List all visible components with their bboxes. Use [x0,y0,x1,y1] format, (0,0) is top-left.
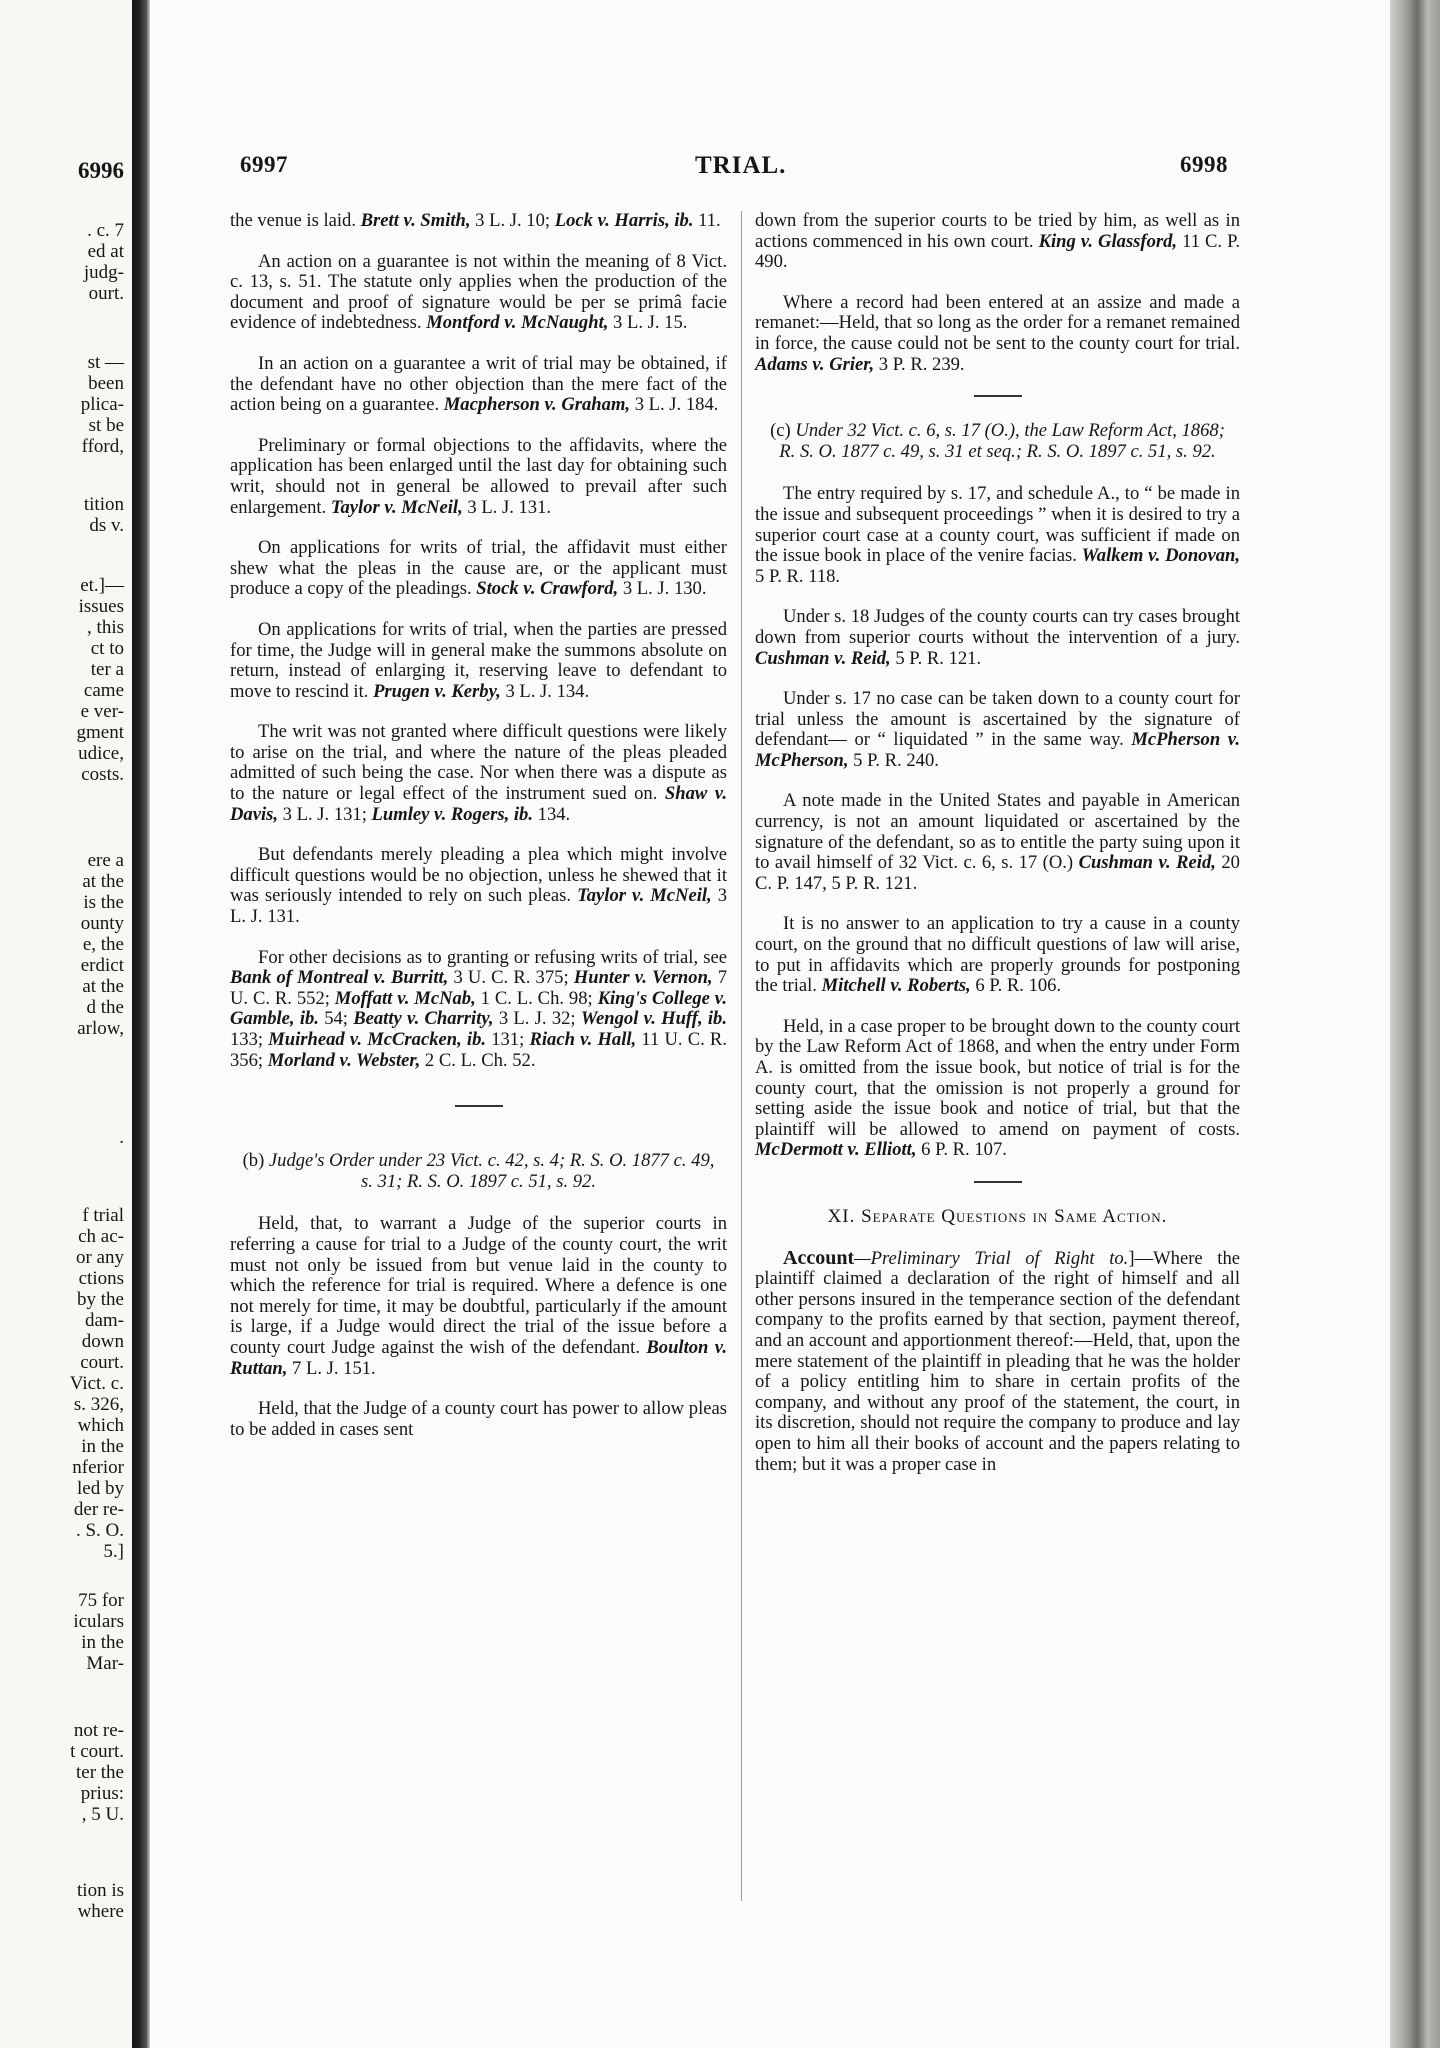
subheading-label: (b) [242,1150,265,1172]
section-separator [974,395,1022,397]
margin-fragment: 75 for [78,1590,124,1611]
page-number-right: 6998 [1180,152,1228,177]
case-citation: McPherson v. McPherson, [755,729,1240,771]
text: A note made in the United States and payable in American currency, is not an amount liquidated or ascertained by the signature of the defendant, so as to entitle the party suing upon it to avail himself of 32 Vict. c. 6, s. 17 (O.) [755,790,1240,874]
citation: 54; [318,1008,354,1030]
margin-fragment: ds v. [89,515,124,536]
case-citation: Walkem v. Donovan, [1081,545,1240,567]
subheading-b [240,1151,717,1192]
keyword-heading: Account [783,1246,855,1269]
margin-fragment: ed at [87,241,124,262]
case-citation: Lock v. Harris, ib. [554,210,694,231]
text: the venue is laid. [230,210,356,231]
citation: 133; [230,1029,269,1050]
margin-fragment: issues [78,596,124,617]
case-citation: Brett v. Smith, [360,210,471,231]
case-citation: Morland v. Webster, [267,1049,421,1071]
margin-fragment: down [81,1331,124,1352]
case-citation: Adams v. Grier, [755,353,875,375]
case-citation: Moffatt v. McNab, [334,987,476,1009]
margin-fragment: ch ac- [78,1226,124,1247]
text: down from the superior courts to be tried by him, as well as in actions commenced in his own court. [755,210,1240,252]
page-number-left: 6997 [240,152,288,177]
margin-fragment: e ver- [80,701,124,722]
paragraph [230,1399,727,1440]
text: The writ was not granted where difficult questions were likely to arise on the trial, and where the nature of the pleas pleaded admitted of such being the case. Nor when there was a dispute as to the nature or legal effect of the instrument sued on. [230,721,727,805]
margin-fragment: nferior [72,1457,124,1478]
margin-fragment: ounty [80,913,124,934]
case-citation: King v. Glassford, [1038,230,1178,252]
citation: 7 U. C. R. 552; [230,967,728,1009]
text: But defendants merely pleading a plea which might involve difficult questions would be no objection, unless he shewed that it was seriously intended to rely on such pleas. [230,844,727,907]
text: Held, in a case proper to be brought down to the county court by the Law Reform Act of 1868, and when the entry under Form A. is omitted from the issue book, but notice of trial is for the county court, that the omission is not properly a ground for setting aside the issue book and notice of trial, but that the plaintiff will be allowed to amend on payment of costs. [755,1015,1240,1140]
citation: 3 U. C. R. 375; [448,967,574,989]
margin-fragment: in the [81,1436,124,1457]
case-citation: McDermott v. Elliott, [755,1139,917,1161]
margin-fragment: is the [83,892,124,913]
margin-fragment: costs. [81,764,124,785]
margin-fragment: which [77,1415,124,1436]
case-citation: Lumley v. Rogers, ib. [371,803,534,825]
margin-fragment: st be [88,415,124,436]
left-column [230,211,727,1460]
citation: 6 P. R. 107. [916,1139,1007,1161]
margin-fragment: Mar- [86,1653,124,1674]
text: Where a record had been entered at an assize and made a remanet:—Held, that so long as the order for a remanet remained in force, the cause could not be sent to the county court for trial. [755,291,1240,354]
margin-fragment: dam- [84,1310,124,1331]
citation: 11 C. P. 490. [755,230,1241,273]
text: The entry required by s. 17, and schedule A., to “ be made in the issue and subsequent proceedings ” when it is desired to try a superior court case at a county court, was sufficient if made on the issue book in place of the venire facias. [755,483,1240,567]
margin-fragment: d the [86,997,124,1018]
paragraph [230,354,727,416]
citation: 3 L. J. 32; [493,1008,581,1030]
case-citation: Mitchell v. Roberts, [821,975,971,997]
text: On applications for writs of trial, when the parties are pressed for time, the Judge will in general make the summons absolute on return, instead of enlarging it, reserving leave to defendant to move to rescind it. [230,618,727,702]
paragraph [230,211,727,232]
margin-fragment: Vict. c. [69,1373,124,1394]
case-citation: Bank of Montreal v. Burritt, [230,967,449,989]
case-citation: Montford v. McNaught, [426,312,609,334]
citation: 3 L. J. 131; [278,803,372,825]
margin-fragment: . [119,1127,124,1148]
margin-fragment: , 5 U. [81,1804,124,1825]
margin-fragment: ct to [90,638,124,659]
margin-fragment: ere a [87,850,124,871]
margin-fragment: judg- [83,262,124,283]
paragraph [755,293,1240,375]
book-page [150,0,1390,2048]
margin-fragment: 5.] [103,1541,124,1562]
running-head: TRIAL. [695,152,787,179]
margin-fragment: or any [75,1247,124,1268]
margin-fragment: ter a [90,659,124,680]
margin-fragment: where [77,1901,124,1922]
subheading-text: Judge's Order under 23 Vict. c. 42, s. 4; R. S. O. 1877 c. 49, s. 31; R. S. O. 1897 c. 51, s. 92. [264,1150,715,1192]
margin-fragment: tion is [77,1880,124,1901]
case-citation: Riach v. Hall, [529,1029,637,1050]
paragraph [755,914,1240,996]
case-citation: King's College v. Gamble, ib. [230,987,727,1030]
paragraph [755,484,1240,587]
paragraph [230,722,727,825]
case-citation: Taylor v. McNeil, [330,496,463,518]
citation: 2 C. L. Ch. 52. [420,1049,536,1071]
margin-fragment: led by [77,1478,124,1499]
paragraph [230,252,727,334]
case-citation: Muirhead v. McCracken, ib. [268,1029,487,1050]
paragraph [755,689,1240,771]
case-citation: Boulton v. Ruttan, [230,1336,727,1379]
right-column [755,211,1240,1495]
margin-fragment: at the [82,976,124,997]
margin-fragment: fford, [81,436,124,457]
paragraph [755,1017,1240,1161]
paragraph [755,607,1240,669]
margin-fragment: udice, [78,743,124,764]
subheading-label: (c) [770,420,791,442]
margin-fragment: , this [87,617,124,638]
paragraph [755,211,1240,273]
citation: 3 L. J. 131. [230,885,727,928]
case-citation: Wengol v. Huff, ib. [580,1008,727,1030]
case-citation: Cushman v. Reid, [755,647,891,669]
citation: 134. [533,803,571,825]
margin-fragment: ter the [75,1762,124,1783]
margin-fragment: court. [80,1352,124,1373]
margin-fragment: arlow, [77,1018,124,1039]
margin-fragment: ourt. [88,283,124,304]
citation: 11. [693,210,721,231]
margin-fragment: plica- [80,394,124,415]
book-edge-right [1390,0,1440,2048]
margin-fragment: in the [81,1632,124,1653]
text: It is no answer to an application to try a cause in a county court, on the ground that no difficult questions of law will arise, to put in affidavits which are properly grounds for postponing the trial. [755,913,1240,997]
column-divider [741,211,742,1901]
citation: 3 L. J. 131. [462,496,552,518]
citation: 131; [486,1029,530,1050]
margin-fragment: came [83,680,124,701]
margin-fragment: st — [87,352,124,373]
paragraph [230,436,727,518]
section-title: XI. Separate Questions in Same Action. [827,1205,1168,1227]
margin-fragment: prius: [80,1783,124,1804]
case-citation: Macpherson v. Graham, [443,394,631,416]
case-citation: Taylor v. McNeil, [577,885,712,907]
text: ]—Where the plaintiff claimed a declaration of the right of himself and all other persons insured in the temperance section of the defendant company to the profits earned by that section, payment thereof, and an account and apportionment thereof:—Held, that, upon the mere statement of the plaintiff in pleading that he was the holder of a policy entitling him to share in certain profits of the company, and without any proof of the statement, the court, in its discretion, should not require the company to produce and lay open to him all their books of account and the papers relating to them; but it was a proper case in [755,1247,1240,1475]
text: Under s. 18 Judges of the county courts can try cases brought down from superior courts without the intervention of a jury. [755,606,1240,648]
margin-fragment: ctions [78,1268,124,1289]
margin-fragment: tition [83,494,124,515]
text: In an action on a guarantee a writ of trial may be obtained, if the defendant have no other objection than the mere fact of the action being on a guarantee. [230,352,727,416]
citation: 3 L. J. 134. [500,680,590,702]
adjacent-page-fragment [0,0,132,2048]
citation: 3 P. R. 239. [874,353,965,375]
case-citation: Hunter v. Vernon, [573,967,713,989]
citation: 1 C. L. Ch. 98; [475,987,598,1009]
paragraph [230,538,727,600]
citation: 3 L. J. 184. [630,394,719,416]
text: For other decisions as to granting or refusing writs of trial, see [258,946,727,968]
section-separator [974,1181,1022,1183]
paragraph [230,845,727,927]
text: Preliminary or formal objections to the affidavits, where the application has been enlarged until the last day for obtaining such writ, should not in general be allowed to prevail after such enlargement. [230,434,727,518]
case-citation: Prugen v. Kerby, [373,680,501,702]
margin-fragment: been [88,373,124,394]
margin-fragment: iculars [73,1611,124,1632]
paragraph [755,791,1240,894]
citation: 20 C. P. 147, 5 P. R. 121. [755,852,1240,894]
text: Held, that, to warrant a Judge of the superior courts in referring a cause for trial to a Judge of the county court, the writ must not only be issued from but venue laid in the county to which the reference for trial is required. Where a defence is one not merely for time, it may be doubtful, particularly if the amount is large, if a Judge would direct the trial of the issue before a county court Judge against the wish of the defendant. [230,1213,727,1358]
margin-fragment: by the [77,1289,124,1310]
citation: 5 P. R. 240. [848,749,939,771]
case-citation: Cushman v. Reid, [1078,852,1216,874]
margin-fragment: et.]— [80,575,124,596]
citation: 3 L. J. 130. [618,578,707,600]
subheading-c [765,421,1230,462]
citation: 3 L. J. 15. [608,312,688,334]
margin-fragment: at the [82,871,124,892]
citation: 7 L. J. 151. [287,1357,376,1379]
book-gutter-left [132,0,150,2048]
paragraph [230,620,727,702]
text: On applications for writs of trial, the affidavit must either shew what the pleas in the cause are, or the applicant must produce a copy of the pleadings. [230,537,727,600]
text: Held, that the Judge of a county court has power to allow pleas to be added in cases sent [230,1398,727,1440]
citation: 3 L. J. 10; [470,210,555,231]
subheading-text: Under 32 Vict. c. 6, s. 17 (O.), the Law Reform Act, 1868; R. S. O. 1877 c. 49, s. 31 et seq.; R. S. O. 1897 c. 51, s. 92. [779,420,1225,462]
citation: 6 P. R. 106. [970,975,1062,997]
margin-fragment: . S. O. [75,1520,124,1541]
margin-fragment: 6996 [78,158,124,183]
citation: 5 P. R. 121. [890,647,982,669]
case-citation: Beatty v. Charrity, [353,1008,494,1030]
margin-fragment: gment [76,722,124,743]
margin-fragment: . c. 7 [87,220,124,241]
case-citation: Shaw v. Davis, [230,783,727,825]
case-citation: Stock v. Crawford, [476,578,619,600]
paragraph [230,948,727,1072]
paragraph [755,1248,1240,1476]
margin-fragment: not re- [73,1720,124,1741]
margin-fragment: s. 326, [73,1394,124,1415]
margin-fragment: f trial [82,1205,124,1226]
citation: 11 U. C. R. 356; [230,1029,727,1071]
margin-fragment: e, the [82,934,124,955]
text: Under s. 17 no case can be taken down to a county court for trial unless the amount is ascertained by the signature of defendant— or “ liquidated ” in the same way. [755,688,1240,751]
margin-fragment: t court. [70,1741,124,1762]
margin-fragment: der re- [73,1499,124,1520]
margin-fragment: erdict [80,955,124,976]
citation: 5 P. R. 118. [755,565,841,587]
text: An action on a guarantee is not within the meaning of 8 Vict. c. 13, s. 51. The statute only applies when the production of the document and proof of signature would be per se primâ facie evidence of indebtedness. [230,250,727,334]
section-separator [455,1105,503,1107]
paragraph [230,1214,727,1379]
keyword-subheading: —Preliminary Trial of Right to. [854,1247,1129,1269]
